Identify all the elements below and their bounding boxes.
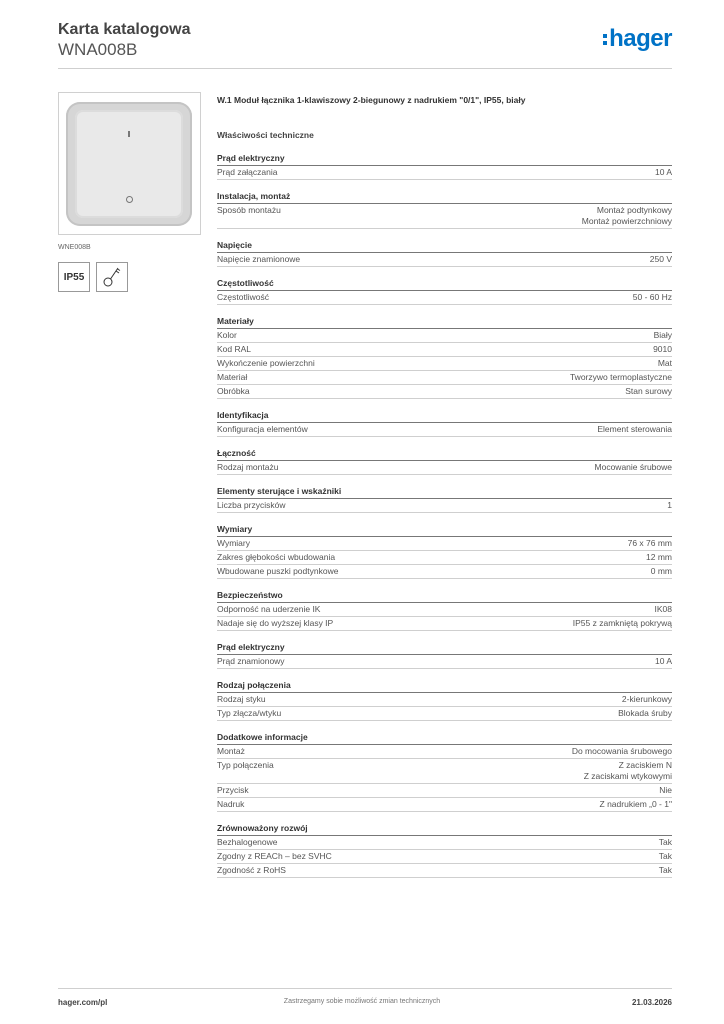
spec-label: Kolor xyxy=(217,330,237,340)
spec-label: Typ połączenia xyxy=(217,760,274,770)
spec-group xyxy=(217,679,672,721)
switch-frame xyxy=(66,102,192,226)
spec-label: Montaż xyxy=(217,746,245,756)
spec-label: Typ złącza/wtyku xyxy=(217,708,282,718)
footer-disclaimer: Zastrzegamy sobie możliwość zmian technicznych xyxy=(283,998,441,1005)
spec-value: 50 - 60 Hz xyxy=(632,292,672,302)
spec-value: 2-kierunkowy xyxy=(621,694,672,704)
product-specs xyxy=(217,94,672,878)
spec-label: Napięcie znamionowe xyxy=(217,254,301,264)
spec-group-title: Instalacja, montaż xyxy=(217,190,672,204)
spec-row xyxy=(217,836,672,850)
spec-row xyxy=(217,759,672,784)
spec-value: Mocowanie śrubowe xyxy=(594,462,672,472)
spec-group-title: Identyfikacja xyxy=(217,409,672,423)
spec-label: Rodzaj montażu xyxy=(217,462,279,472)
spec-row xyxy=(217,253,672,267)
spec-row xyxy=(217,423,672,437)
spec-group-title: Materiały xyxy=(217,315,672,329)
spec-group xyxy=(217,731,672,812)
spec-group xyxy=(217,485,672,513)
spec-row xyxy=(217,655,672,669)
spec-value: Z nadrukiem „0 - 1" xyxy=(599,799,672,809)
spec-group-title: Łączność xyxy=(217,447,672,461)
spec-group xyxy=(217,822,672,878)
spec-group-title: Napięcie xyxy=(217,239,672,253)
spec-group xyxy=(217,239,672,267)
spec-group-title: Bezpieczeństwo xyxy=(217,589,672,603)
spec-label: Wbudowane puszki podtynkowe xyxy=(217,566,339,576)
spec-group xyxy=(217,152,672,180)
spec-value: 0 mm xyxy=(650,566,672,576)
switch-on-mark xyxy=(128,131,130,137)
spec-group xyxy=(217,447,672,475)
spec-value: Stan surowy xyxy=(625,386,672,396)
spec-row xyxy=(217,329,672,343)
spec-value: Blokada śruby xyxy=(618,708,672,718)
product-image xyxy=(58,92,201,235)
hager-logo[interactable] xyxy=(603,26,672,52)
spec-label: Obróbka xyxy=(217,386,250,396)
spec-value: Montaż podtynkowy Montaż powierzchniowy xyxy=(581,205,672,226)
footer-date: 21.03.2026 xyxy=(631,998,672,1007)
switch-rocker xyxy=(75,110,183,218)
spec-value: 10 A xyxy=(654,656,672,666)
spec-value: Tworzywo termoplastyczne xyxy=(569,372,672,382)
spec-row xyxy=(217,745,672,759)
header-divider xyxy=(58,68,672,69)
spec-row xyxy=(217,603,672,617)
spec-label: Prąd załączania xyxy=(217,167,278,177)
spec-row xyxy=(217,693,672,707)
footer-website[interactable]: hager.com/pl xyxy=(58,998,108,1007)
spec-group-title: Częstotliwość xyxy=(217,277,672,291)
spec-group xyxy=(217,589,672,631)
spec-row xyxy=(217,499,672,513)
spec-value: Do mocowania śrubowego xyxy=(571,746,672,756)
spec-group-title: Elementy sterujące i wskaźniki xyxy=(217,485,672,499)
header xyxy=(58,20,190,60)
spec-row xyxy=(217,617,672,631)
spec-value: 1 xyxy=(667,500,672,510)
spec-row xyxy=(217,291,672,305)
document-title: Karta katalogowa xyxy=(58,21,191,38)
spec-row xyxy=(217,461,672,475)
spec-row xyxy=(217,565,672,579)
spec-group-title: Dodatkowe informacje xyxy=(217,731,672,745)
spec-label: Zgodność z RoHS xyxy=(217,865,286,875)
spec-row xyxy=(217,371,672,385)
switch-off-mark xyxy=(126,196,133,203)
spec-row xyxy=(217,357,672,371)
spec-label: Przycisk xyxy=(217,785,249,795)
spec-group-title: Zrównoważony rozwój xyxy=(217,822,672,836)
spec-group xyxy=(217,523,672,579)
spec-value: Tak xyxy=(658,865,672,875)
spec-label: Zakres głębokości wbudowania xyxy=(217,552,336,562)
spec-label: Zgodny z REACh – bez SVHC xyxy=(217,851,332,861)
spec-row xyxy=(217,798,672,812)
spec-label: Kod RAL xyxy=(217,344,252,354)
logo-text: hager xyxy=(609,25,672,52)
spec-groups xyxy=(217,152,672,878)
spec-label: Wykończenie powierzchni xyxy=(217,358,315,368)
spec-group xyxy=(217,277,672,305)
spec-value: Nie xyxy=(659,785,672,795)
spec-group xyxy=(217,315,672,399)
spec-group xyxy=(217,641,672,669)
image-caption: WNE008B xyxy=(58,244,91,251)
spec-row xyxy=(217,784,672,798)
spec-label: Materiał xyxy=(217,372,248,382)
spec-label: Odporność na uderzenie IK xyxy=(217,604,321,614)
spec-group xyxy=(217,409,672,437)
logo-dots-icon xyxy=(603,34,607,45)
spec-value: 76 x 76 mm xyxy=(627,538,672,548)
spec-value: 12 mm xyxy=(646,552,672,562)
spec-label: Konfiguracja elementów xyxy=(217,424,308,434)
spec-row xyxy=(217,707,672,721)
tech-properties-heading: Właściwości techniczne xyxy=(217,130,314,140)
spec-label: Prąd znamionowy xyxy=(217,656,285,666)
spec-row xyxy=(217,537,672,551)
spec-value: IK08 xyxy=(654,604,672,614)
spec-row xyxy=(217,166,672,180)
spec-label: Rodzaj styku xyxy=(217,694,266,704)
product-code: WNA008B xyxy=(58,40,138,59)
spec-label: Częstotliwość xyxy=(217,292,269,302)
spec-value: Tak xyxy=(658,851,672,861)
spec-value: Z zaciskiem N Z zaciskami wtykowymi xyxy=(583,760,672,781)
spec-row xyxy=(217,850,672,864)
spec-value: Element sterowania xyxy=(597,424,672,434)
spec-label: Sposób montażu xyxy=(217,205,281,215)
spec-row xyxy=(217,204,672,229)
spec-label: Wymiary xyxy=(217,538,250,548)
spec-row xyxy=(217,551,672,565)
spec-value: 250 V xyxy=(649,254,672,264)
spec-value: Tak xyxy=(658,837,672,847)
spec-group-title: Wymiary xyxy=(217,523,672,537)
spec-value: Biały xyxy=(653,330,672,340)
spec-label: Liczba przycisków xyxy=(217,500,286,510)
spec-value: 9010 xyxy=(653,344,672,354)
spec-label: Bezhalogenowe xyxy=(217,837,278,847)
spec-value: IP55 z zamkniętą pokrywą xyxy=(572,618,672,628)
spec-value: Mat xyxy=(657,358,672,368)
spec-row xyxy=(217,385,672,399)
spec-row xyxy=(217,864,672,878)
spec-group-title: Rodzaj połączenia xyxy=(217,679,672,693)
spec-value: 10 A xyxy=(654,167,672,177)
key-icon xyxy=(96,262,128,292)
spec-label: Nadruk xyxy=(217,799,245,809)
spec-row xyxy=(217,343,672,357)
footer-divider xyxy=(58,988,672,989)
spec-label: Nadaje się do wyższej klasy IP xyxy=(217,618,334,628)
spec-group xyxy=(217,190,672,229)
spec-group-title: Prąd elektryczny xyxy=(217,641,672,655)
ip55-badge: IP55 xyxy=(58,262,90,292)
product-description: W.1 Moduł łącznika 1-klawiszowy 2-biegunowy z nadrukiem "0/1", IP55, biały xyxy=(217,95,526,105)
spec-group-title: Prąd elektryczny xyxy=(217,152,672,166)
